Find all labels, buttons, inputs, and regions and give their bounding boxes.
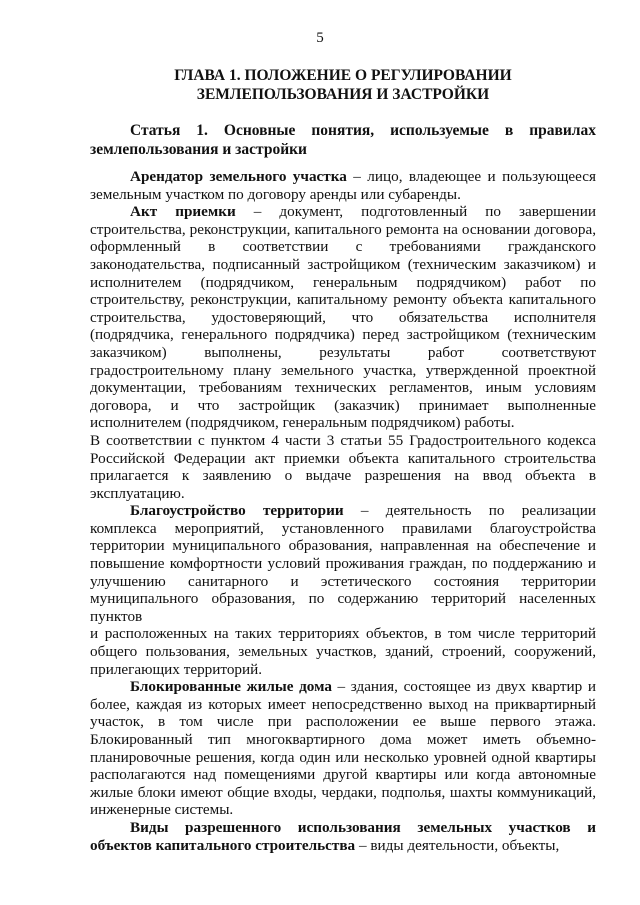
definition-paragraph [90,168,596,203]
chapter-title [90,66,596,104]
definition-text: – документ, подготовленный по завершении строительства, реконструкции, капитального ремонта на основании договора, оформленный в соответствии с требованиями гражданского законодательства, подписанный застройщиком (техническим заказчиком) и исполнителем (подрядчиком, генеральным подрядчиком) работ по строительству, реконструкции, капитальному ремонту объекта капитального строительства, удостоверяющий, что обязательства исполнителя (подрядчика, генерального подрядчика) перед застройщиком (техническим заказчиком) выполнены, результаты работ соответствуют градостроительному плану земельного участка, утвержденной проектной документации, требованиям технических регламентов, иным условиям договора, и что застройщик (заказчик) принимает выполненные исполнителем (подрядчиком, генеральным подрядчиком) работы. [90,203,596,432]
definition-term: Акт приемки [130,203,236,221]
definition-paragraph [90,502,596,625]
chapter-title-line-2: ЗЕМЛЕПОЛЬЗОВАНИЯ И ЗАСТРОЙКИ [196,86,490,103]
definition-text: – здания, состоящее из двух квартир и более, каждая из которых имеет непосредственно выход на приквартирный участок, в том числе при расположении ее выше первого этажа. Блокированный тип многоквартирного дома может иметь объемно-планировочные решения, когда один или несколько уровней одной квартиры располагаются над помещениями другой квартиры или когда автономные жилые блоки имеют общие входы, чердаки, подполья, шахты коммуникаций, инженерные системы. [90,678,596,819]
definition-paragraph [90,203,596,432]
definition-text: В соответствии с пунктом 4 части 3 статьи 55 Градостроительного кодекса Российской Федерации акт приемки объекта капитального строительства прилагается к заявлению о выдаче разрешения на ввод объекта в эксплуатацию. [90,431,596,502]
definition-term: Арендатор земельного участка [130,168,347,185]
definition-paragraph [90,432,596,502]
definition-paragraph [90,678,596,819]
definition-term: Виды разрешенного использования земельных участков и объектов капитального строительства [90,818,596,854]
page-number: 5 [316,30,324,46]
article-body [90,168,596,854]
definition-paragraph [90,819,596,854]
definition-paragraph [90,625,596,678]
definition-text: – виды деятельности, объекты, [355,836,560,854]
article-title-line-2: землепользования и застройки [90,141,307,158]
article-title [90,121,596,159]
chapter-title-line-1: ГЛАВА 1. ПОЛОЖЕНИЕ О РЕГУЛИРОВАНИИ [174,67,512,84]
definition-term: Блокированные жилые дома [130,678,332,696]
definition-text: – деятельность по реализации комплекса мероприятий, установленного правилами благоустройства территории муниципального образования, направленная на обеспечение и повышение комфортности условий проживания граждан, по поддержанию и улучшению санитарного и эстетического состояния территории муниципального образования, по содержанию территорий населенных пунктов [90,502,596,625]
article-title-line-1: Статья 1. Основные понятия, используемые в правилах [130,122,596,139]
definition-term: Благоустройство территории [130,502,344,520]
definition-text: – лицо, владеющее и пользующееся земельным участком по договору аренды или субаренды. [90,168,596,203]
definition-text: и расположенных на таких территориях объектов, в том числе территорий общего пользования, земельных участков, зданий, строений, сооружений, прилегающих территорий. [90,625,596,678]
